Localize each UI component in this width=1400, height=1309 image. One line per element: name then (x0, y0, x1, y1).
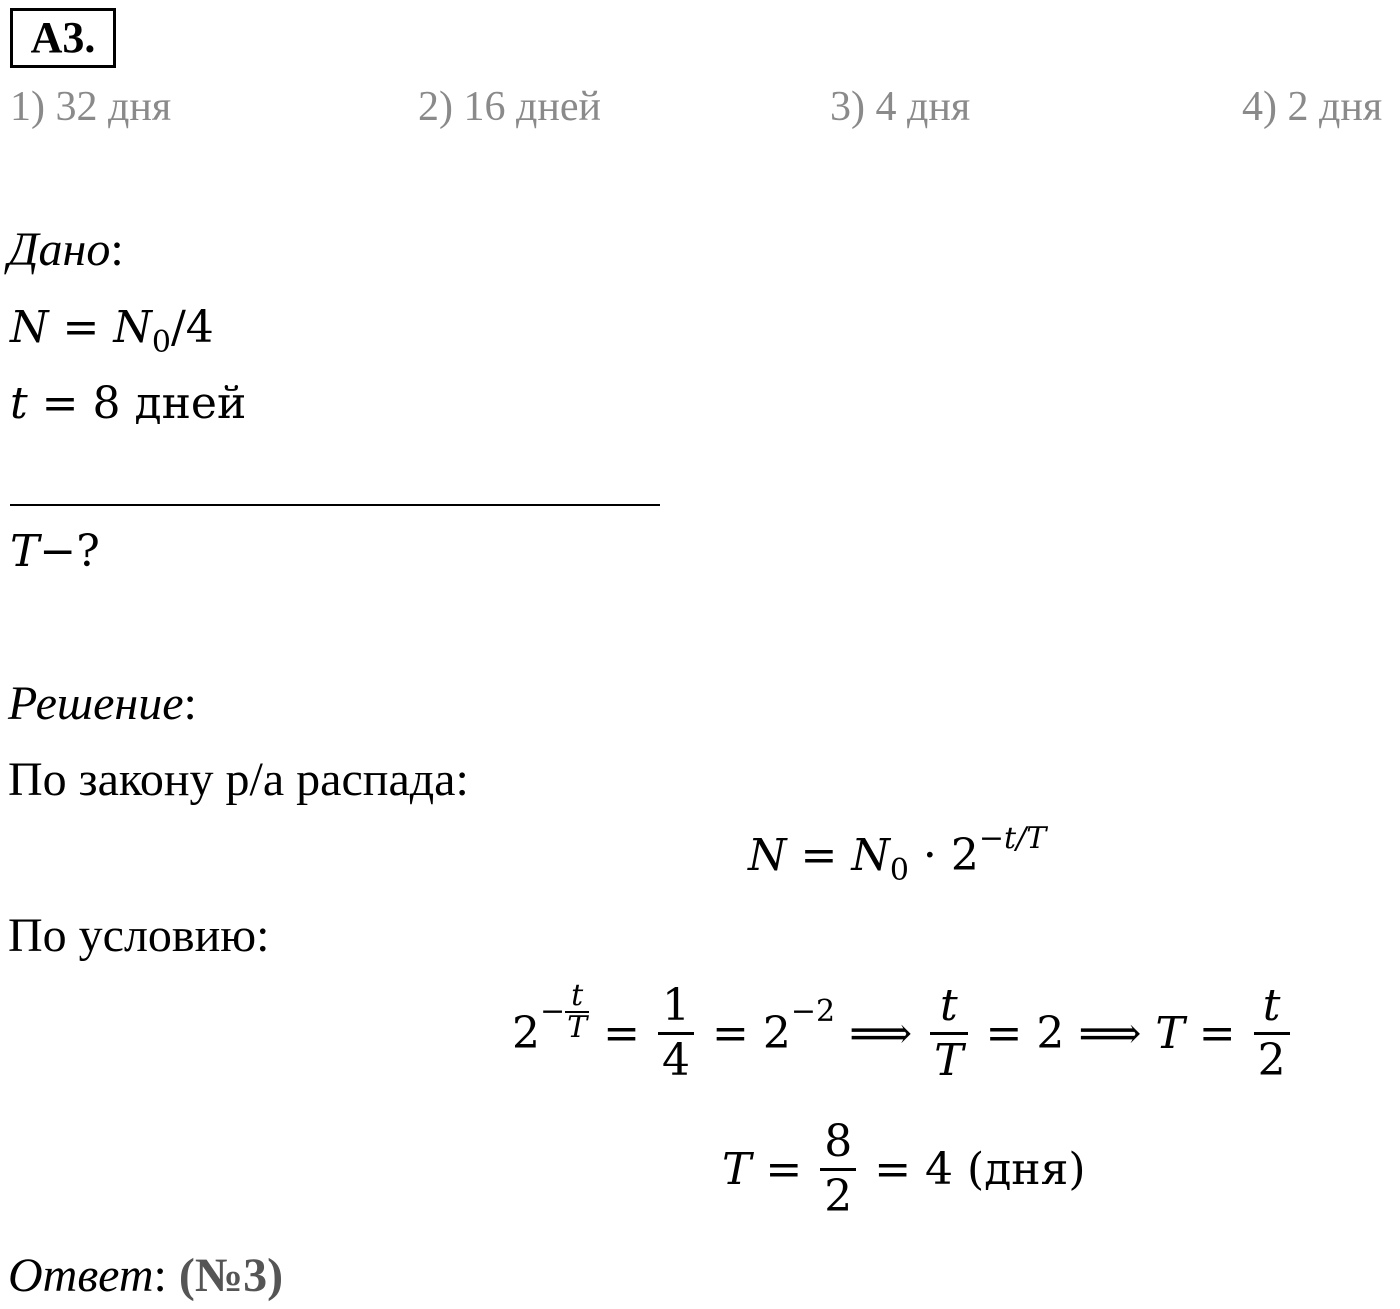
eq2-den: 2 (824, 1171, 853, 1222)
eq1-equals-c: = 2 ⟹ (971, 1007, 1156, 1059)
option-3: 3) 4 дня (830, 84, 971, 130)
option-4: 4) 2 дня (1242, 84, 1383, 130)
eq1-f2-num: t (939, 980, 958, 1031)
eq1-exp-sign: − (540, 993, 566, 1029)
eq1-equals-a: = (589, 1007, 654, 1059)
answer-title: Ответ (8, 1249, 154, 1302)
eq2-fraction (820, 1116, 856, 1223)
given-divider (10, 504, 660, 506)
answer-line (8, 1248, 283, 1304)
law-n: N (748, 830, 787, 881)
eq1-fraction-t-over-2 (1254, 980, 1290, 1087)
solution-heading (8, 676, 197, 732)
n-ratio: /4 (170, 302, 214, 353)
eq1-f1-den: 4 (662, 1035, 690, 1086)
n0-variable: N (113, 302, 152, 353)
decay-law-formula (748, 821, 1047, 888)
option-1: 1) 32 дня (10, 84, 172, 130)
answer-value: (№3) (178, 1249, 284, 1302)
eq1-exp-den: T (567, 1009, 588, 1045)
solution-colon: : (183, 677, 197, 730)
eq1-T: T (1155, 1007, 1185, 1059)
eq2-equals-a: = (751, 1143, 817, 1195)
given-colon: : (110, 223, 124, 276)
option-2: 2) 16 дней (418, 84, 601, 130)
given-heading (8, 222, 124, 278)
eq1-equals-b: = 2 (698, 1007, 791, 1059)
eq1-exp-fraction (565, 977, 589, 1045)
eq1-f2-den: T (934, 1035, 964, 1086)
eq1-f3-den: 2 (1257, 1035, 1286, 1086)
result-equation (722, 1116, 1086, 1223)
given-title: Дано (8, 223, 111, 276)
law-text: По закону р/а распада: (8, 753, 469, 806)
law-mult: · 2 (908, 830, 979, 881)
given-n-formula (10, 300, 214, 360)
unknown-question: −? (39, 526, 100, 577)
t-value: = 8 дней (27, 378, 247, 429)
condition-text: По условию: (8, 909, 270, 962)
eq1-power: −2 (790, 993, 836, 1029)
t-variable: t (10, 378, 28, 429)
eq1-base: 2 (512, 1007, 540, 1059)
condition-equation (512, 977, 1294, 1087)
eq1-exp-num: t (571, 977, 584, 1013)
eq1-implies: ⟹ (835, 1007, 927, 1059)
given-t-formula (10, 376, 246, 432)
task-number: А3. (10, 8, 116, 68)
n0-subscript: 0 (151, 325, 171, 360)
eq2-T: T (722, 1143, 752, 1195)
equals-sign: = (48, 302, 114, 353)
n-variable: N (10, 302, 49, 353)
law-exponent: −t/T (978, 821, 1047, 856)
eq1-equals-d: = (1184, 1007, 1250, 1059)
unknown-variable: T (10, 526, 40, 577)
eq2-num: 8 (824, 1116, 853, 1167)
answer-colon: : (153, 1249, 179, 1302)
law-n0-sub: 0 (889, 853, 909, 888)
solution-title: Решение (8, 677, 184, 730)
eq2-result: = 4 (дня) (860, 1143, 1086, 1195)
eq1-f3-num: t (1262, 980, 1281, 1031)
unknown-formula (10, 524, 100, 580)
law-n0: N (851, 830, 890, 881)
eq1-f1-num: 1 (662, 980, 690, 1031)
eq1-fraction-quarter (658, 980, 694, 1087)
eq1-fraction-t-over-T (930, 980, 967, 1087)
law-eq: = (786, 830, 852, 881)
